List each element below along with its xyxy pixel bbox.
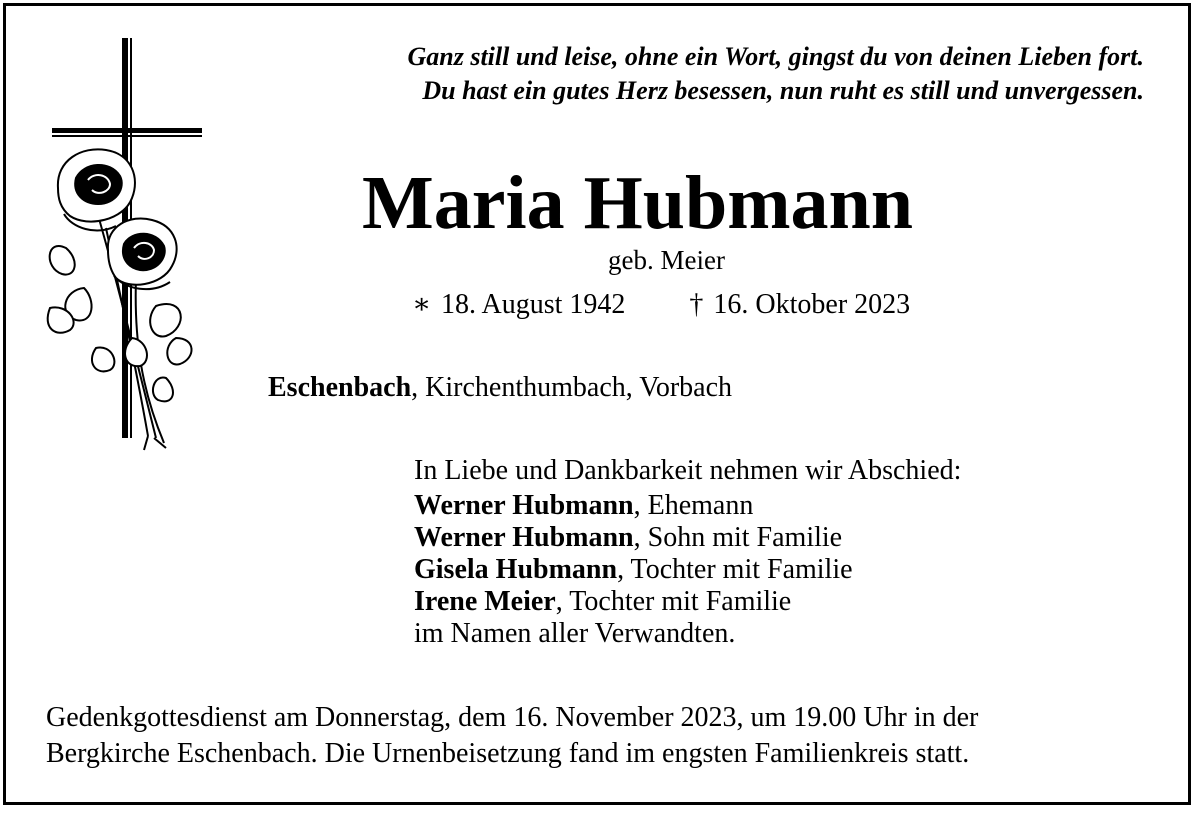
death-symbol: †	[689, 289, 704, 320]
memorial-verse	[407, 40, 1144, 108]
mourner-row	[414, 490, 961, 522]
service-line-1: Gedenkgottesdienst am Donnerstag, dem 16. November 2023, um 19.00 Uhr in der	[46, 702, 979, 733]
service-line-2: Bergkirche Eschenbach. Die Urnenbeisetzung fand im engsten Familienkreis statt.	[46, 738, 970, 769]
mourner-relation: , Tochter mit Familie	[617, 554, 853, 585]
cross-with-roses-icon	[36, 38, 206, 468]
mourner-name: Irene Meier	[414, 586, 556, 617]
service-info	[46, 700, 978, 772]
mourner-relation: , Sohn mit Familie	[633, 522, 843, 553]
primary-location: Eschenbach	[268, 372, 412, 403]
birth-name: geb. Meier	[608, 245, 725, 275]
mourner-name: Gisela Hubmann	[414, 554, 618, 585]
mourner-row	[414, 522, 961, 554]
birth-date: 18. August 1942	[441, 289, 626, 320]
deceased-name: Maria Hubmann	[362, 161, 914, 245]
mourners-block	[414, 455, 961, 650]
mourner-row	[414, 554, 961, 586]
verse-line-2: Du hast ein gutes Herz besessen, nun ruht es still und unvergessen.	[422, 76, 1144, 105]
locations	[268, 371, 732, 405]
mourner-name: Werner Hubmann	[414, 490, 634, 521]
mourners-closing: im Namen aller Verwandten.	[414, 618, 736, 649]
death-date: 16. Oktober 2023	[713, 289, 911, 320]
mourner-name: Werner Hubmann	[414, 522, 634, 553]
mourners-intro: In Liebe und Dankbarkeit nehmen wir Abschied:	[414, 455, 962, 486]
other-locations: , Kirchenthumbach, Vorbach	[411, 372, 733, 403]
verse-line-1: Ganz still und leise, ohne ein Wort, gingst du von deinen Lieben fort.	[407, 42, 1144, 71]
life-dates	[412, 288, 910, 322]
mourner-relation: , Ehemann	[633, 490, 754, 521]
mourner-relation: , Tochter mit Familie	[555, 586, 792, 617]
mourner-row	[414, 586, 961, 618]
birth-symbol: ∗	[412, 289, 432, 320]
